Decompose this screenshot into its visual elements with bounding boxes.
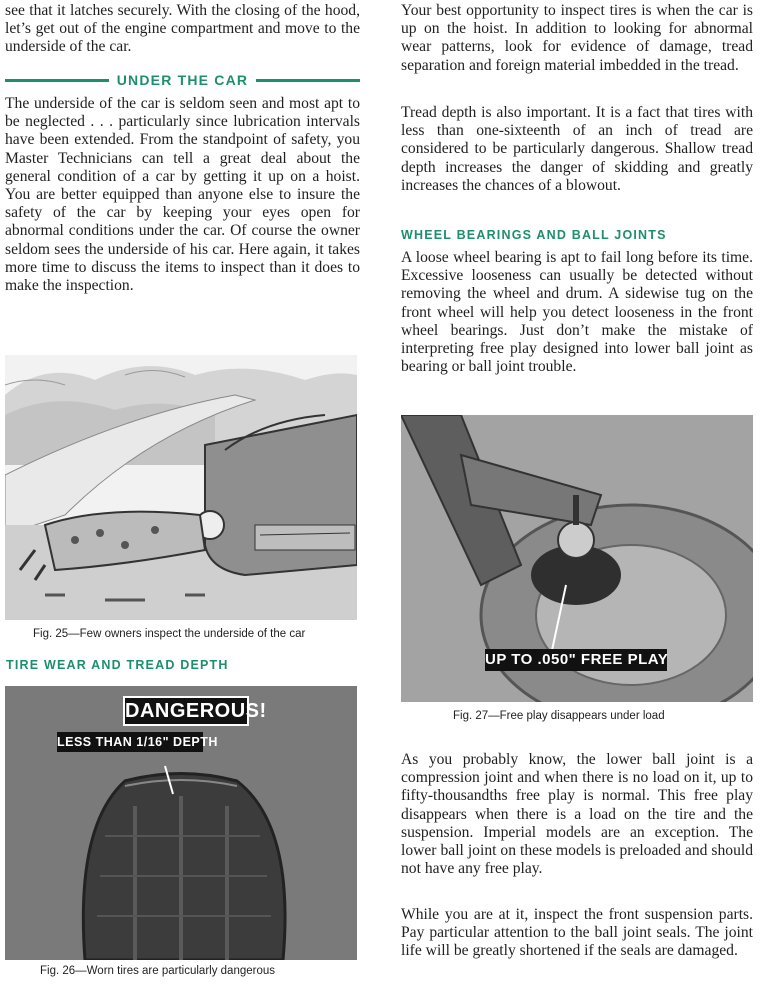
depth-label: LESS THAN 1/16" DEPTH xyxy=(57,732,203,752)
tire-inspection-paragraph: Your best opportunity to inspect tires is when the car is up on the hoist. In addition to looking for abnormal wear patterns, look for evidence of damage, tread separation and foreign material imbedded in the tread. xyxy=(401,2,753,74)
under-the-car-heading xyxy=(5,70,360,90)
fig27-photo xyxy=(401,415,753,702)
fig25-caption: Fig. 25—Few owners inspect the underside of the car xyxy=(33,628,306,640)
free-play-label: UP TO .050" FREE PLAY xyxy=(485,649,667,671)
wheel-bearings-heading: WHEEL BEARINGS AND BALL JOINTS xyxy=(401,228,667,242)
fig26-photo xyxy=(5,686,357,960)
fig27-caption: Fig. 27—Free play disappears under load xyxy=(453,710,665,722)
tread-depth-paragraph: Tread depth is also important. It is a fact that tires with less than one-sixteenth of an inch of tread are considered to be particularly dangerous. Shallow tread depth increases the danger of skidding and greatly increases the chances of a blowout. xyxy=(401,104,753,194)
heading-rule-left xyxy=(5,79,109,82)
ball-joint-paragraph: As you probably know, the lower ball joint is a compression joint and when there is no load on it, up to fifty-thousandths free play is normal. This free play disappears when there is a load on the tire and the suspension. Imperial models are an exception. The lower ball joint on these models is preloaded and should not have any free play. xyxy=(401,751,753,878)
tire-wear-heading: TIRE WEAR AND TREAD DEPTH xyxy=(6,658,229,672)
under-car-paragraph: The underside of the car is seldom seen and most apt to be neglected . . . particularly since lubrication intervals have been extended. From the standpoint of safety, you Master Technicians can tell a great deal about the general condition of a car by getting it up on a hoist. You are better equipped than anyone else to insure the safety of the car by keeping your eyes open for abnormal conditions under the car. Of course the owner seldom sees the underside of his car. Here again, it takes more time to discuss the items to inspect than it does to make the inspection. xyxy=(5,95,360,295)
heading-rule-right xyxy=(256,79,360,82)
suspension-paragraph: While you are at it, inspect the front suspension parts. Pay particular attention to the ball joint seals. The joint life will be greatly shortened if the seals are damaged. xyxy=(401,906,753,960)
intro-paragraph: see that it latches securely. With the closing of the hood, let’s get out of the engine compartment and move to the underside of the car. xyxy=(5,2,360,56)
fig25-illustration xyxy=(5,355,357,620)
wheel-bearing-paragraph: A loose wheel bearing is apt to fail long before its time. Excessive looseness can usually be detected without removing the wheel and drum. A sidewise tug on the front wheel will help you detect looseness in the front wheel bearings. Just don’t make the mistake of interpreting free play designed into lower ball joint as bearing or ball joint trouble. xyxy=(401,249,753,376)
dangerous-label: DANGEROUS! xyxy=(123,696,249,726)
under-the-car-heading-label: UNDER THE CAR xyxy=(116,72,249,88)
fig26-caption: Fig. 26—Worn tires are particularly dangerous xyxy=(40,965,276,977)
